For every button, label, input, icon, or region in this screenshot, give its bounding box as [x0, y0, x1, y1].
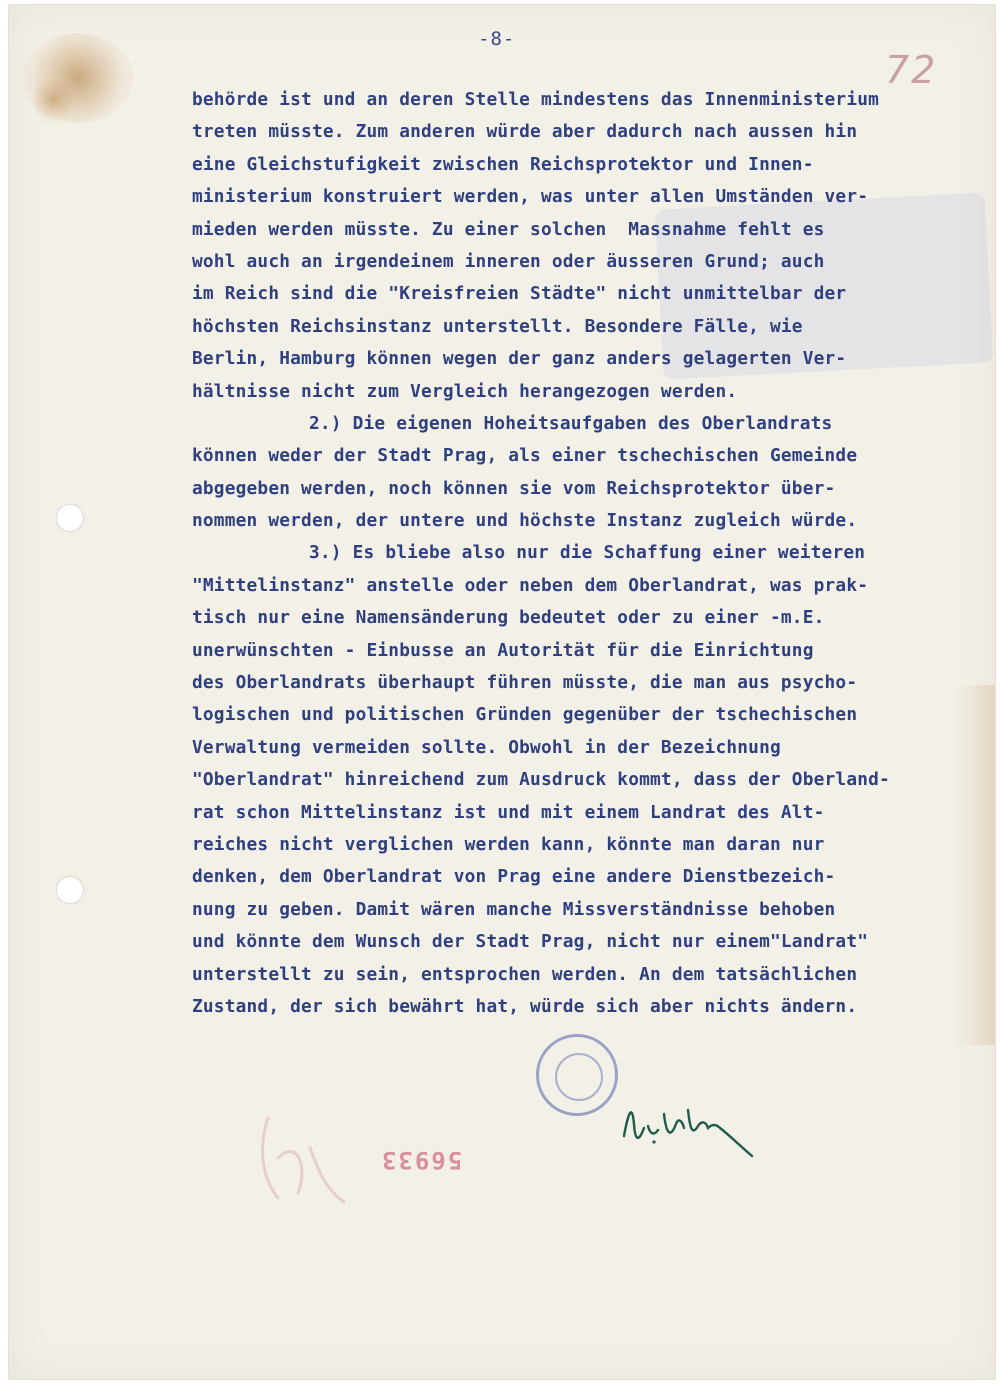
text-line: behörde ist und an deren Stelle mindestens das Innenministerium — [192, 89, 880, 110]
text-line: logischen und politischen Gründen gegenüber der tschechischen — [192, 704, 858, 726]
text-line: abgegeben werden, noch können sie vom Reichsprotektor über- — [192, 477, 836, 499]
text-line: unerwünschten - Einbusse an Autorität für die Einrichtung — [192, 639, 814, 661]
text-line: des Oberlandrats überhaupt führen müsste, die man aus psycho- — [192, 672, 858, 694]
text-line: nung zu geben. Damit wären manche Missverständnisse behoben — [192, 898, 836, 920]
text-line: treten müsste. Zum anderen würde aber dadurch nach aussen hin — [192, 121, 858, 143]
text-line: im Reich sind die "Kreisfreien Städte" nicht unmittelbar der — [192, 283, 847, 305]
text-line: mieden werden müsste. Zu einer solchen Massnahme fehlt es — [192, 218, 825, 240]
archive-number: 72 — [885, 48, 938, 92]
punch-hole-lower — [57, 877, 83, 903]
text-line: 2.) Die eigenen Hoheitsaufgaben des Oberlandrats — [309, 412, 833, 434]
text-line: können weder der Stadt Prag, als einer tschechischen Gemeinde — [192, 445, 858, 467]
paragraph-1 — [192, 84, 972, 408]
text-line: "Oberlandrat" hinreichend zum Ausdruck kommt, dass der Oberland- — [192, 769, 890, 791]
text-line: wohl auch an irgendeinem inneren oder äusseren Grund; auch — [192, 250, 825, 272]
paragraph-2 — [192, 408, 972, 538]
text-line: eine Gleichstufigkeit zwischen Reichsprotektor und Innen- — [192, 153, 814, 175]
rust-stain-small — [33, 75, 73, 125]
text-line: Verwaltung vermeiden sollte. Obwohl in der Bezeichnung — [192, 736, 781, 758]
text-line: und könnte dem Wunsch der Stadt Prag, nicht nur einem"Landrat" — [192, 931, 869, 953]
text-line: höchsten Reichsinstanz unterstellt. Besondere Fälle, wie — [192, 315, 803, 337]
text-line: Berlin, Hamburg können wegen der ganz anders gelagerten Ver- — [192, 348, 847, 370]
body-text — [192, 84, 972, 1023]
office-seal-stamp — [536, 1034, 618, 1116]
text-line: 3.) Es bliebe also nur die Schaffung einer weiteren — [309, 542, 866, 564]
text-line: tisch nur eine Namensänderung bedeutet oder zu einer -m.E. — [192, 607, 825, 629]
page-number: -8- — [478, 28, 516, 50]
paragraph-3 — [192, 537, 972, 1023]
faded-red-handwriting — [248, 1098, 358, 1208]
text-line: denken, dem Oberlandrat von Prag eine andere Dienstbezeich- — [192, 866, 836, 888]
handwritten-signature — [618, 1084, 758, 1164]
punch-hole-upper — [57, 505, 83, 531]
document-stamp-number: 56933 — [380, 1146, 463, 1174]
text-line: hältnisse nicht zum Vergleich herangezogen werden. — [192, 380, 738, 402]
text-line: "Mittelinstanz" anstelle oder neben dem Oberlandrat, was prak- — [192, 574, 869, 596]
text-line: nommen werden, der untere und höchste Instanz zugleich würde. — [192, 510, 858, 532]
text-line: ministerium konstruiert werden, was unter allen Umständen ver- — [192, 186, 869, 208]
text-line: Zustand, der sich bewährt hat, würde sich aber nichts ändern. — [192, 995, 858, 1017]
text-line: unterstellt zu sein, entsprochen werden. An dem tatsächlichen — [192, 963, 858, 985]
text-line: rat schon Mittelinstanz ist und mit einem Landrat des Alt- — [192, 801, 825, 823]
text-line: reiches nicht verglichen werden kann, könnte man daran nur — [192, 833, 825, 855]
